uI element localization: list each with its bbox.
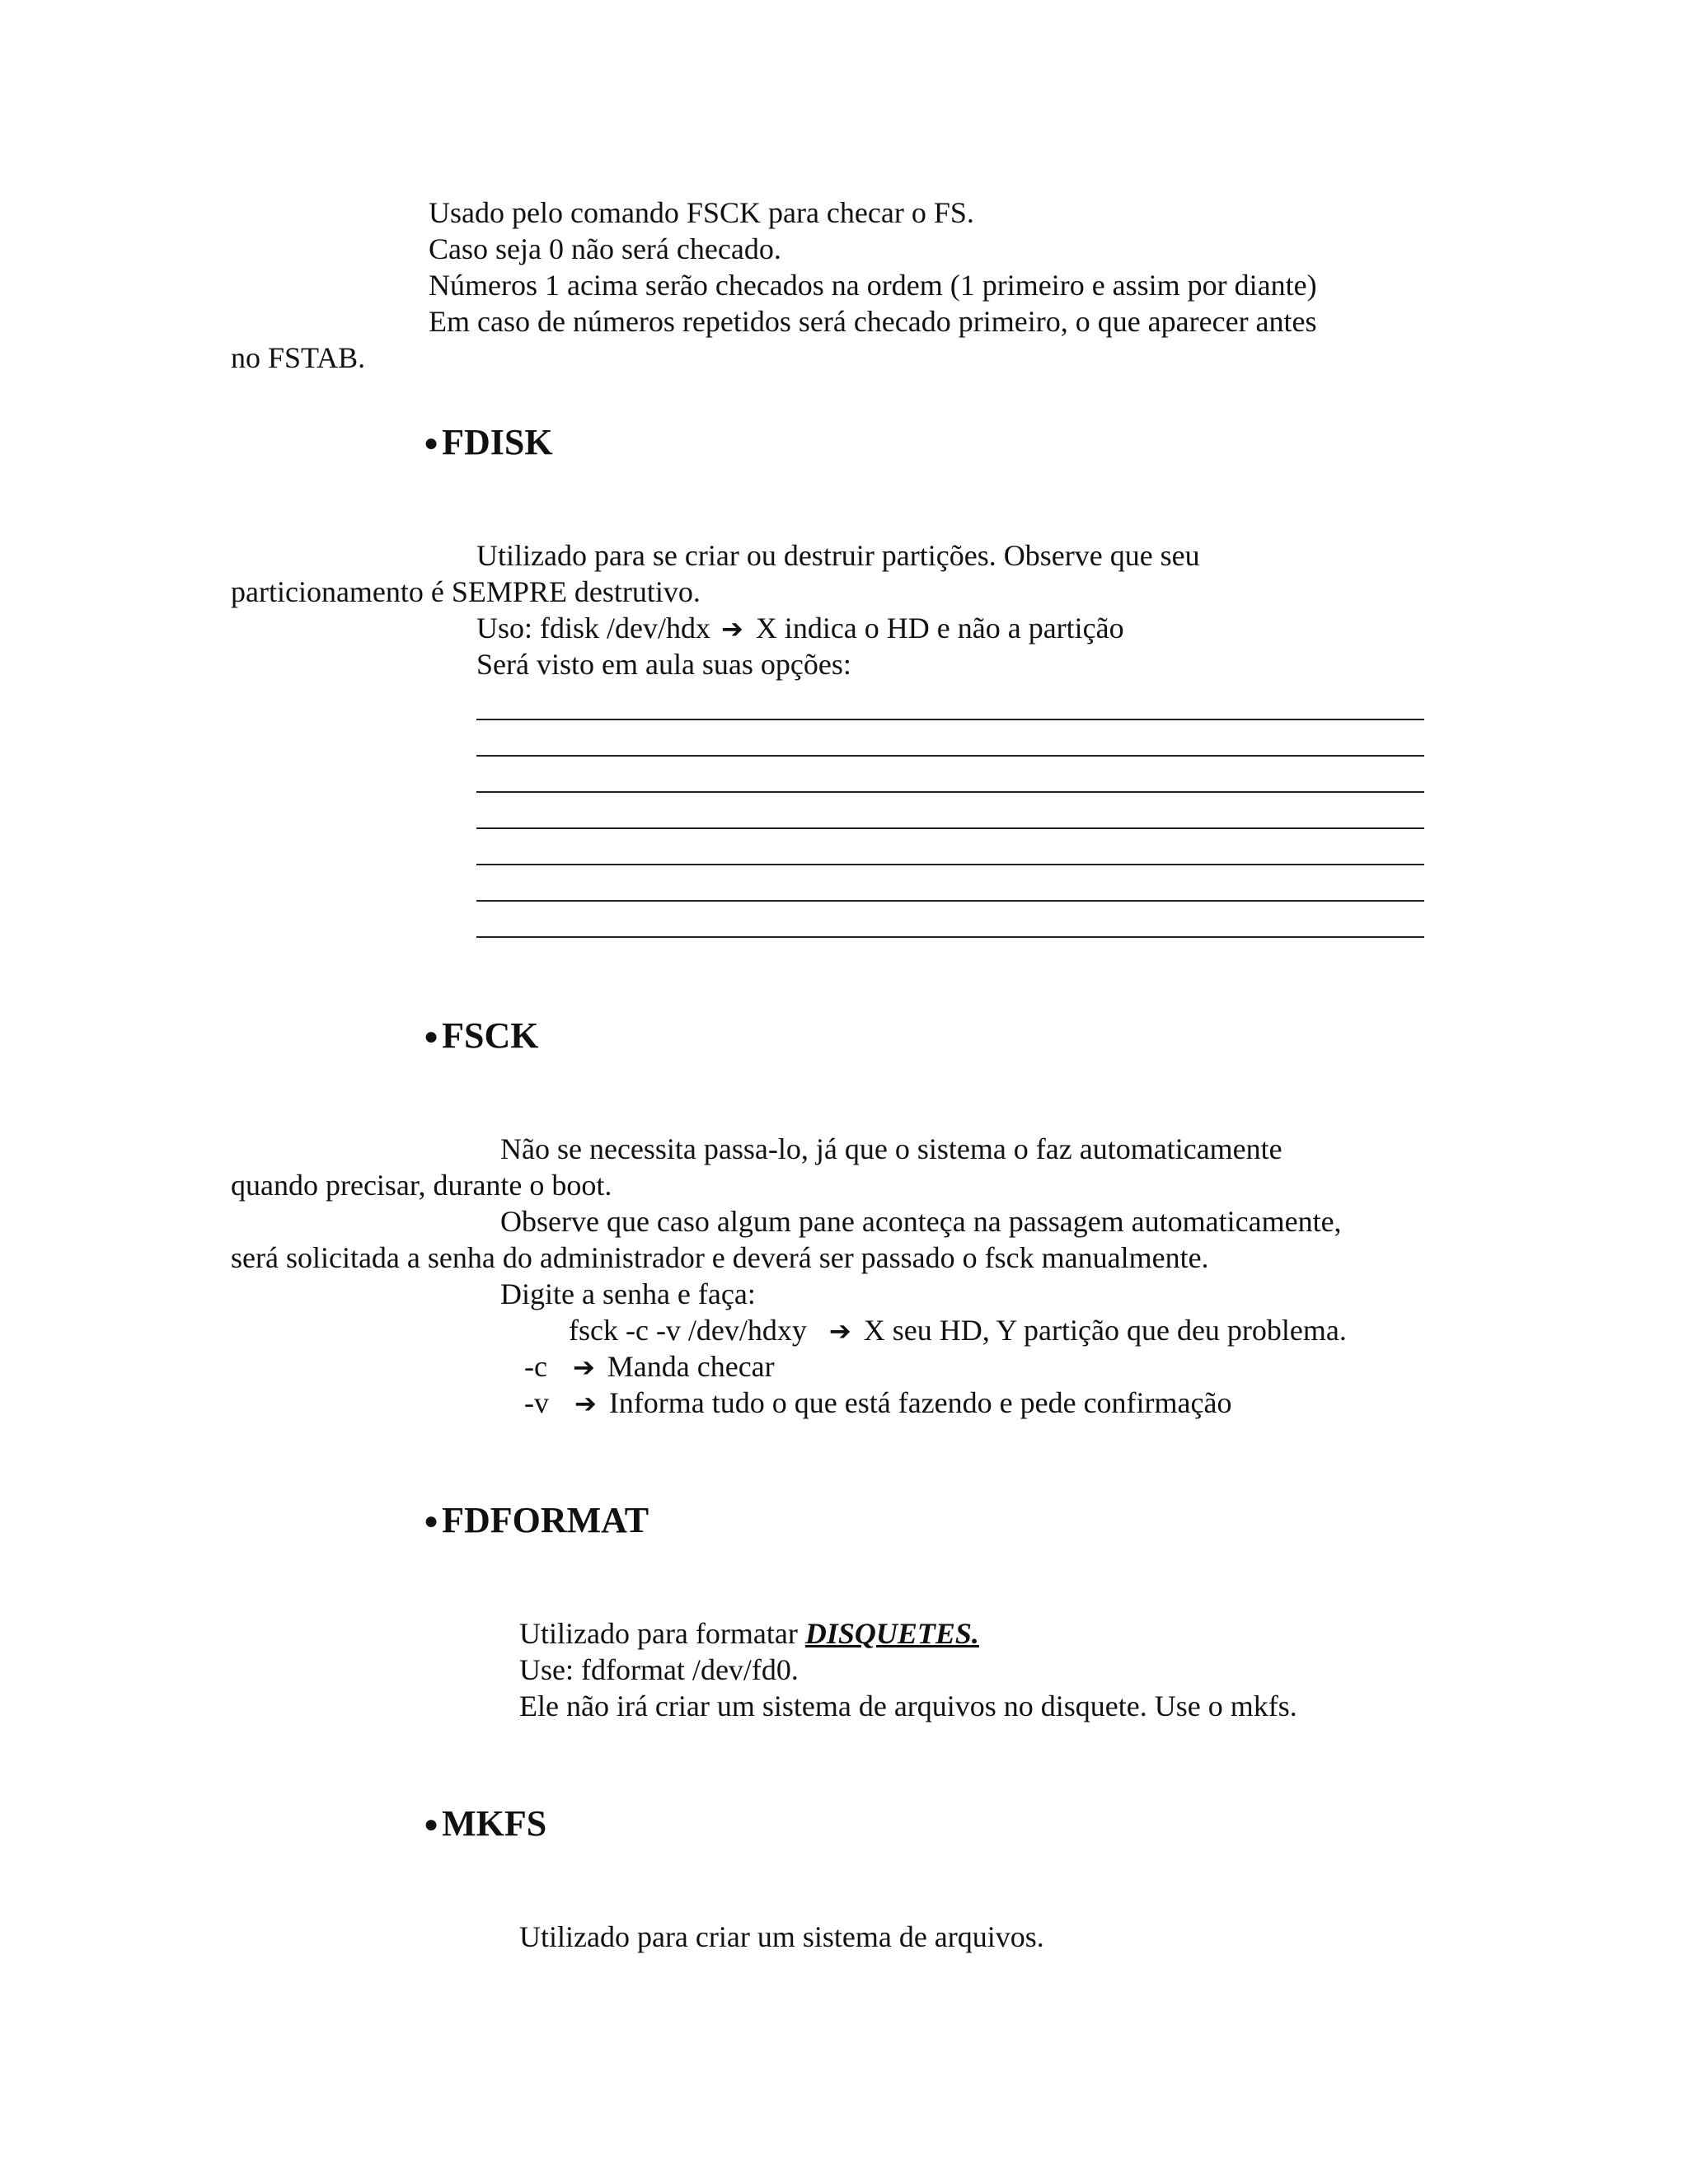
fdformat-heading-text: FDFORMAT (442, 1500, 649, 1540)
blank-writing-line (476, 864, 1424, 865)
fsck-option-c-flag: -c (524, 1350, 547, 1383)
fdisk-heading-text: FDISK (442, 422, 553, 462)
fsck-command-text: fsck -c -v /dev/hdxy (569, 1314, 807, 1347)
fsck-option-v-flag: -v (524, 1386, 549, 1419)
fdisk-options-intro: Será visto em aula suas opções: (476, 648, 851, 681)
fsck-paragraph-2-line-2: será solicitada a senha do administrador e deverá ser passado o fsck manualmente. (231, 1241, 1209, 1274)
fdformat-paragraph-text: Utilizado para formatar (519, 1617, 805, 1650)
bullet-icon: ● (424, 1023, 439, 1050)
blank-writing-line (476, 827, 1424, 829)
fsck-heading (424, 1015, 538, 1057)
fdisk-usage-command: Uso: fdisk /dev/hdx (476, 612, 710, 644)
blank-writing-line (476, 755, 1424, 757)
fsck-paragraph-1-line-2: quando precisar, durante o boot. (231, 1169, 612, 1202)
blank-writing-line (476, 936, 1424, 938)
mkfs-heading-text: MKFS (442, 1803, 547, 1844)
intro-line-5: no FSTAB. (231, 341, 366, 374)
bullet-icon: ● (424, 1811, 439, 1838)
fdformat-note: Ele não irá criar um sistema de arquivos no disquete. Use o mkfs. (519, 1690, 1297, 1722)
fdformat-paragraph (519, 1615, 979, 1652)
intro-line-2: Caso seja 0 não será checado. (429, 232, 781, 265)
bullet-icon: ● (424, 1507, 439, 1535)
fsck-option-c (524, 1348, 775, 1385)
fsck-option-v-note: Informa tudo o que está fazendo e pede confirmação (608, 1386, 1232, 1419)
blank-writing-line (476, 791, 1424, 793)
fdisk-usage-note: X indica o HD e não a partição (755, 612, 1124, 644)
fsck-heading-text: FSCK (442, 1015, 539, 1056)
intro-line-4: Em caso de números repetidos será checado primeiro, o que aparecer antes (429, 305, 1317, 338)
intro-line-3: Números 1 acima serão checados na ordem (1 primeiro e assim por diante) (429, 269, 1317, 302)
mkfs-heading (424, 1803, 546, 1845)
fdisk-usage (476, 610, 1124, 647)
mkfs-paragraph: Utilizado para criar um sistema de arquivos. (519, 1920, 1044, 1953)
bullet-icon: ● (424, 429, 439, 457)
fdformat-usage: Use: fdformat /dev/fd0. (519, 1653, 799, 1686)
arrow-right-icon: ➔ (828, 1315, 851, 1347)
fsck-option-v (524, 1385, 1231, 1422)
fsck-paragraph-1-line-1: Não se necessita passa-lo, já que o sistema o faz automaticamente (500, 1132, 1282, 1165)
fdisk-paragraph-line-1: Utilizado para se criar ou destruir partições. Observe que seu (476, 539, 1200, 572)
intro-line-1: Usado pelo comando FSCK para checar o FS. (429, 196, 974, 229)
arrow-right-icon: ➔ (721, 613, 743, 644)
arrow-right-icon: ➔ (574, 1388, 597, 1419)
fdformat-emphasis: DISQUETES. (804, 1617, 979, 1650)
fdisk-heading (424, 422, 553, 464)
fsck-paragraph-2-line-1: Observe que caso algum pane aconteça na passagem automaticamente, (500, 1205, 1342, 1238)
arrow-right-icon: ➔ (572, 1352, 595, 1383)
fsck-paragraph-3: Digite a senha e faça: (500, 1277, 756, 1310)
fsck-command (569, 1312, 1347, 1349)
fdisk-paragraph-line-2: particionamento é SEMPRE destrutivo. (231, 575, 701, 608)
blank-writing-line (476, 719, 1424, 720)
fdformat-heading (424, 1500, 649, 1542)
blank-writing-line (476, 900, 1424, 902)
fsck-command-note: X seu HD, Y partição que deu problema. (863, 1314, 1347, 1347)
fsck-option-c-note: Manda checar (607, 1350, 775, 1383)
